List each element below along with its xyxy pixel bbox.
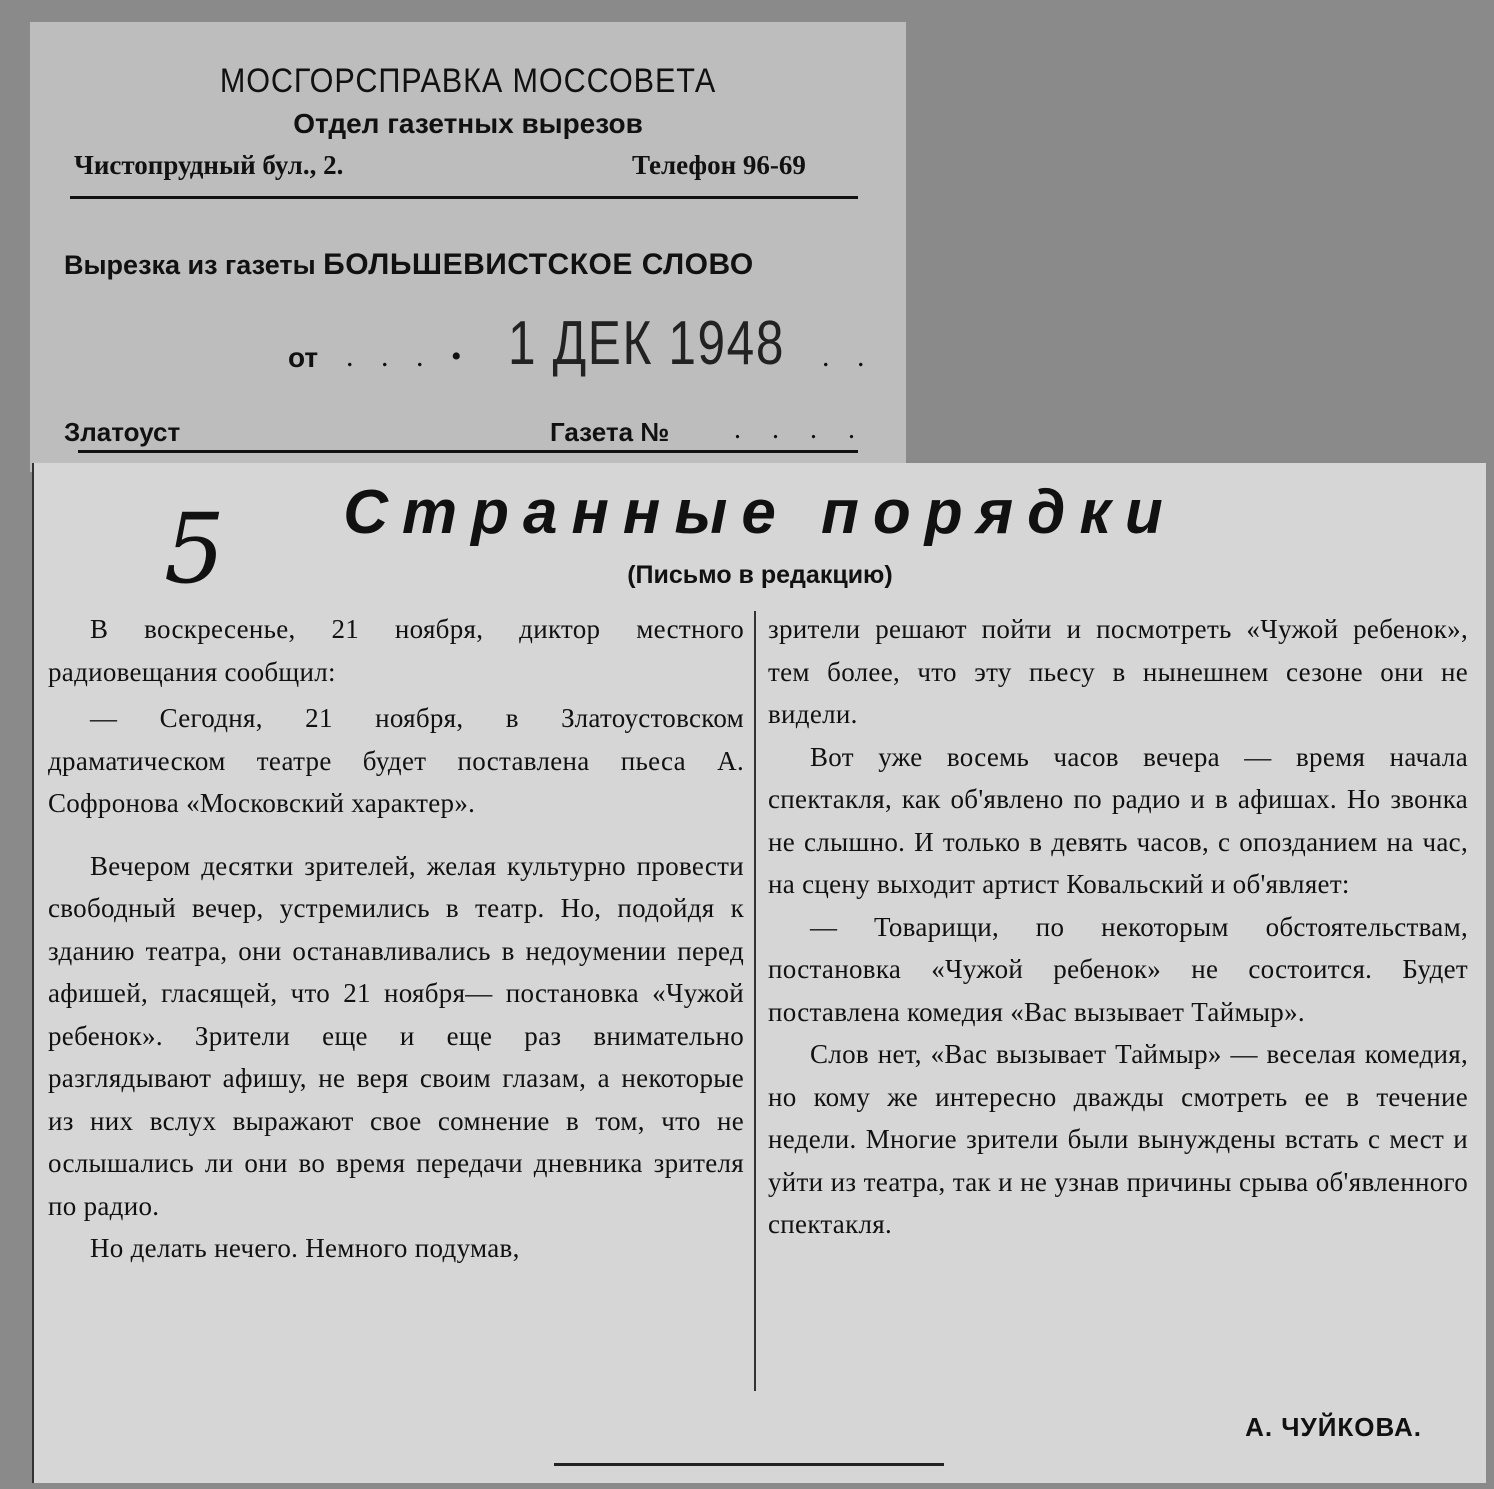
paragraph: Вечером десятки зрителей, желая культурно провести свободный вечер, устремились в театр. Но, подойдя к зданию театра, они останавливались в недоумении перед афишей, гласящей, что 21 ноября— постановка «Чужой ребенок». Зрители еще и еще раз внимательно разглядывают афишу, не веря своим глазам, а некоторые из них вслух выражают свое сомнение в том, что не ослышались ли они во время передачи дневника зрителя по радио. bbox=[48, 850, 744, 1221]
date-dots-right: . . bbox=[822, 340, 875, 373]
paragraph: — Сегодня, 21 ноября, в Златоустовском драматическом театре будет поставлена пьеса А. Софронова «Московский характер». bbox=[48, 703, 744, 818]
date-prefix: от bbox=[288, 342, 319, 373]
bureau-name: МОСГОРСПРАВКА МОССОВЕТА bbox=[219, 62, 717, 100]
article-column-right bbox=[768, 608, 1468, 1246]
paragraph: Но делать нечего. Немного подумав, bbox=[90, 1233, 520, 1263]
bureau-phone: Телефон 96-69 bbox=[632, 150, 806, 180]
paragraph: — Товарищи, по некоторым обстоятельствам, постановка «Чужой ребенок» не состоится. Будет поставлена комедия «Вас вызывает Таймыр». bbox=[768, 911, 1468, 1027]
article-column-left bbox=[48, 608, 744, 1270]
article-subtitle: (Письмо в редакцию) bbox=[627, 561, 893, 589]
date-stamp: 1 ДЕК 1948 bbox=[508, 309, 786, 378]
article-end-rule bbox=[554, 1463, 944, 1466]
newspaper-clipping bbox=[32, 463, 1486, 1483]
paragraph: Слов нет, «Вас вызывает Таймыр» — веселая комедия, но кому же интересно дважды смотреть ее в течение недели. Многие зрители были вынуждены встать с мест и уйти из театра, так и не узнав причины срыва об'явленного спектакля. bbox=[768, 1039, 1468, 1239]
source-line bbox=[64, 248, 754, 282]
column-divider bbox=[754, 611, 756, 1391]
handwritten-mark: 5 bbox=[164, 493, 226, 605]
author-signature: А. ЧУЙКОВА. bbox=[1245, 1412, 1422, 1442]
bureau-address: Чистопрудный бул., 2. bbox=[74, 150, 344, 180]
issue-number-dots: . . . . bbox=[734, 414, 867, 445]
paragraph: зрители решают пойти и посмотреть «Чужой ребенок», тем более, что эту пьесу в нынешнем сезоне они не видели. bbox=[768, 614, 1468, 729]
source-prefix: Вырезка из газеты bbox=[64, 250, 316, 280]
paragraph: В воскресенье, 21 ноября, диктор местного радиовещания сообщил: bbox=[48, 614, 744, 687]
label-bottom-rule bbox=[78, 450, 858, 453]
newspaper-name: БОЛЬШЕВИСТСКОЕ СЛОВО bbox=[323, 248, 754, 281]
department-name: Отдел газетных вырезов bbox=[293, 108, 643, 139]
paragraph: Вот уже восемь часов вечера — время начала спектакля, как об'явлено по радио и в афишах. Но звонка не слышно. И только в девять часов, с опозданием на час, на сцену выходит артист Ковальский и об'являет: bbox=[768, 741, 1468, 899]
city-name: Златоуст bbox=[64, 417, 181, 447]
label-divider bbox=[70, 196, 858, 199]
article-title: Странные порядки bbox=[343, 478, 1177, 547]
date-dots-left: . . . • bbox=[346, 340, 472, 373]
clipping-bureau-label bbox=[30, 22, 906, 472]
issue-number-label: Газета № bbox=[550, 417, 670, 447]
